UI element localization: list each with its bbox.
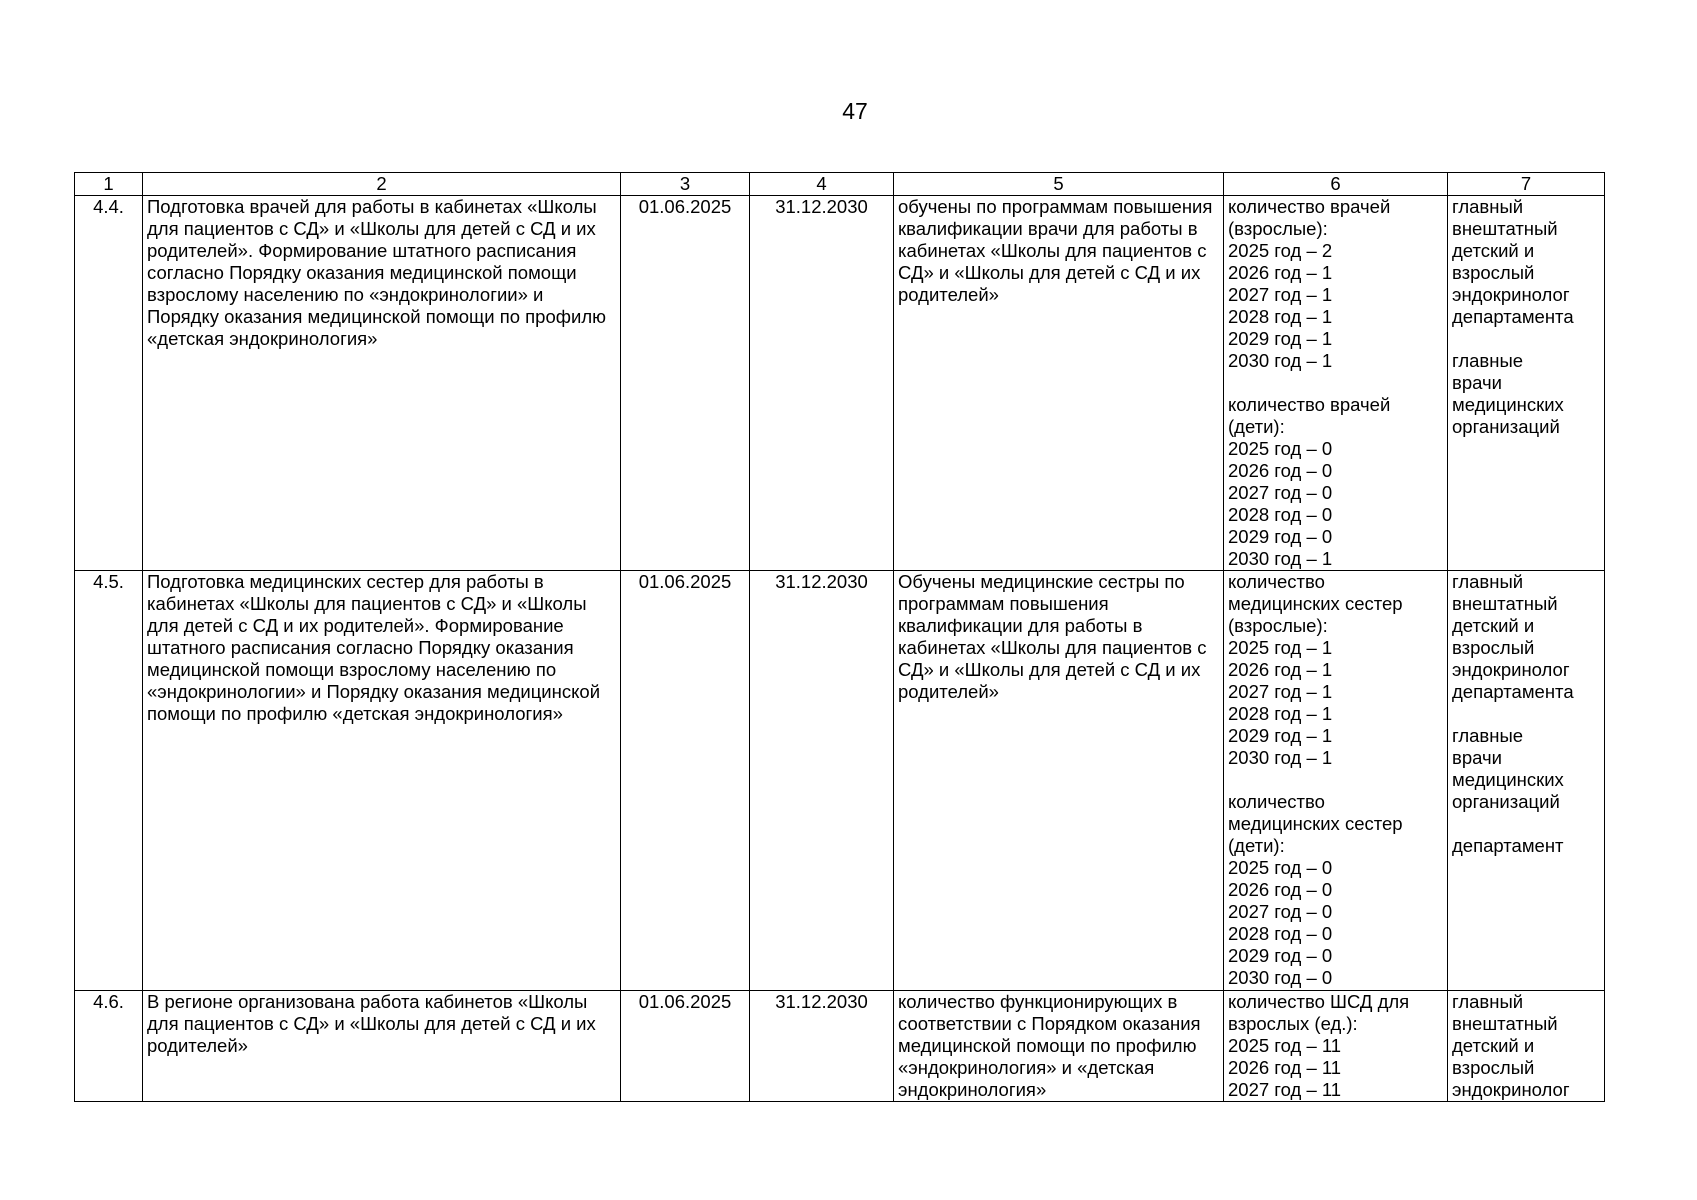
row-number: 4.5.	[75, 571, 143, 991]
end-date: 31.12.2030	[750, 196, 894, 571]
header-cell-2: 2	[143, 173, 621, 196]
header-cell-3: 3	[621, 173, 750, 196]
indicator-block: количество медицинских сестер (взрослые): 2025 год – 1 2026 год – 1 2027 год – 1 2028 год – 1 2029 год – 1 2030 год – 1	[1228, 571, 1403, 768]
start-date: 01.06.2025	[621, 571, 750, 991]
task-description: В регионе организована работа кабинетов «Школы для пациентов с СД» и «Школы для детей с СД и их родителей»	[143, 991, 621, 1102]
start-date: 01.06.2025	[621, 991, 750, 1102]
responsible-cell	[1448, 571, 1605, 991]
header-cell-4: 4	[750, 173, 894, 196]
row-number: 4.6.	[75, 991, 143, 1102]
responsible-block: главный внештатный детский и взрослый эндокринолог департамента	[1452, 196, 1574, 327]
responsible-block: главные врачи медицинских организаций	[1452, 725, 1564, 812]
expected-result: обучены по программам повышения квалификации врачи для работы в кабинетах «Школы для пациентов с СД» и «Школы для детей с СД и их родителей»	[894, 196, 1224, 571]
expected-result: Обучены медицинские сестры по программам повышения квалификации для работы в кабинетах «Школы для пациентов с СД» и «Школы для детей с СД и их родителей»	[894, 571, 1224, 991]
responsible-block: департамент	[1452, 835, 1564, 856]
header-cell-5: 5	[894, 173, 1224, 196]
task-description: Подготовка врачей для работы в кабинетах «Школы для пациентов с СД» и «Школы для детей с СД и их родителей». Формирование штатного расписания согласно Порядку оказания медицинской помощи взрослому населению по «эндокринологии» и Порядку оказания медицинской помощи по профилю «детская эндокринология»	[143, 196, 621, 571]
header-cell-7: 7	[1448, 173, 1605, 196]
indicator-block: количество врачей (взрослые): 2025 год – 2 2026 год – 1 2027 год – 1 2028 год – 1 2029 год – 1 2030 год – 1	[1228, 196, 1391, 371]
table-row	[75, 196, 1605, 571]
header-row	[75, 173, 1605, 196]
plan-table	[74, 172, 1605, 1102]
indicator-block: количество ШСД для взрослых (ед.): 2025 год – 11 2026 год – 11 2027 год – 11	[1228, 991, 1410, 1100]
indicators-cell	[1224, 571, 1448, 991]
responsible-block: главные врачи медицинских организаций	[1452, 350, 1564, 437]
table-row	[75, 991, 1605, 1102]
table-row	[75, 571, 1605, 991]
indicators-cell	[1224, 991, 1448, 1102]
responsible-block: главный внештатный детский и взрослый эндокринолог департамента	[1452, 571, 1574, 702]
end-date: 31.12.2030	[750, 991, 894, 1102]
responsible-cell	[1448, 196, 1605, 571]
indicators-cell	[1224, 196, 1448, 571]
expected-result: количество функционирующих в соответствии с Порядком оказания медицинской помощи по профилю «эндокринология» и «детская эндокринология»	[894, 991, 1224, 1102]
row-number: 4.4.	[75, 196, 143, 571]
task-description: Подготовка медицинских сестер для работы в кабинетах «Школы для пациентов с СД» и «Школы для детей с СД и их родителей». Формирование штатного расписания согласно Порядку оказания медицинской помощи взрослому населению по «эндокринологии» и Порядку оказания медицинской помощи по профилю «детская эндокринология»	[143, 571, 621, 991]
header-cell-6: 6	[1224, 173, 1448, 196]
responsible-cell	[1448, 991, 1605, 1102]
indicator-block: количество медицинских сестер (дети): 2025 год – 0 2026 год – 0 2027 год – 0 2028 год – 0 2029 год – 0 2030 год – 0	[1228, 791, 1403, 988]
page-number: 47	[842, 98, 868, 124]
end-date: 31.12.2030	[750, 571, 894, 991]
indicator-block: количество врачей (дети): 2025 год – 0 2026 год – 0 2027 год – 0 2028 год – 0 2029 год – 0 2030 год – 1	[1228, 394, 1391, 569]
start-date: 01.06.2025	[621, 196, 750, 571]
responsible-block: главный внештатный детский и взрослый эндокринолог	[1452, 991, 1570, 1100]
header-cell-1: 1	[75, 173, 143, 196]
